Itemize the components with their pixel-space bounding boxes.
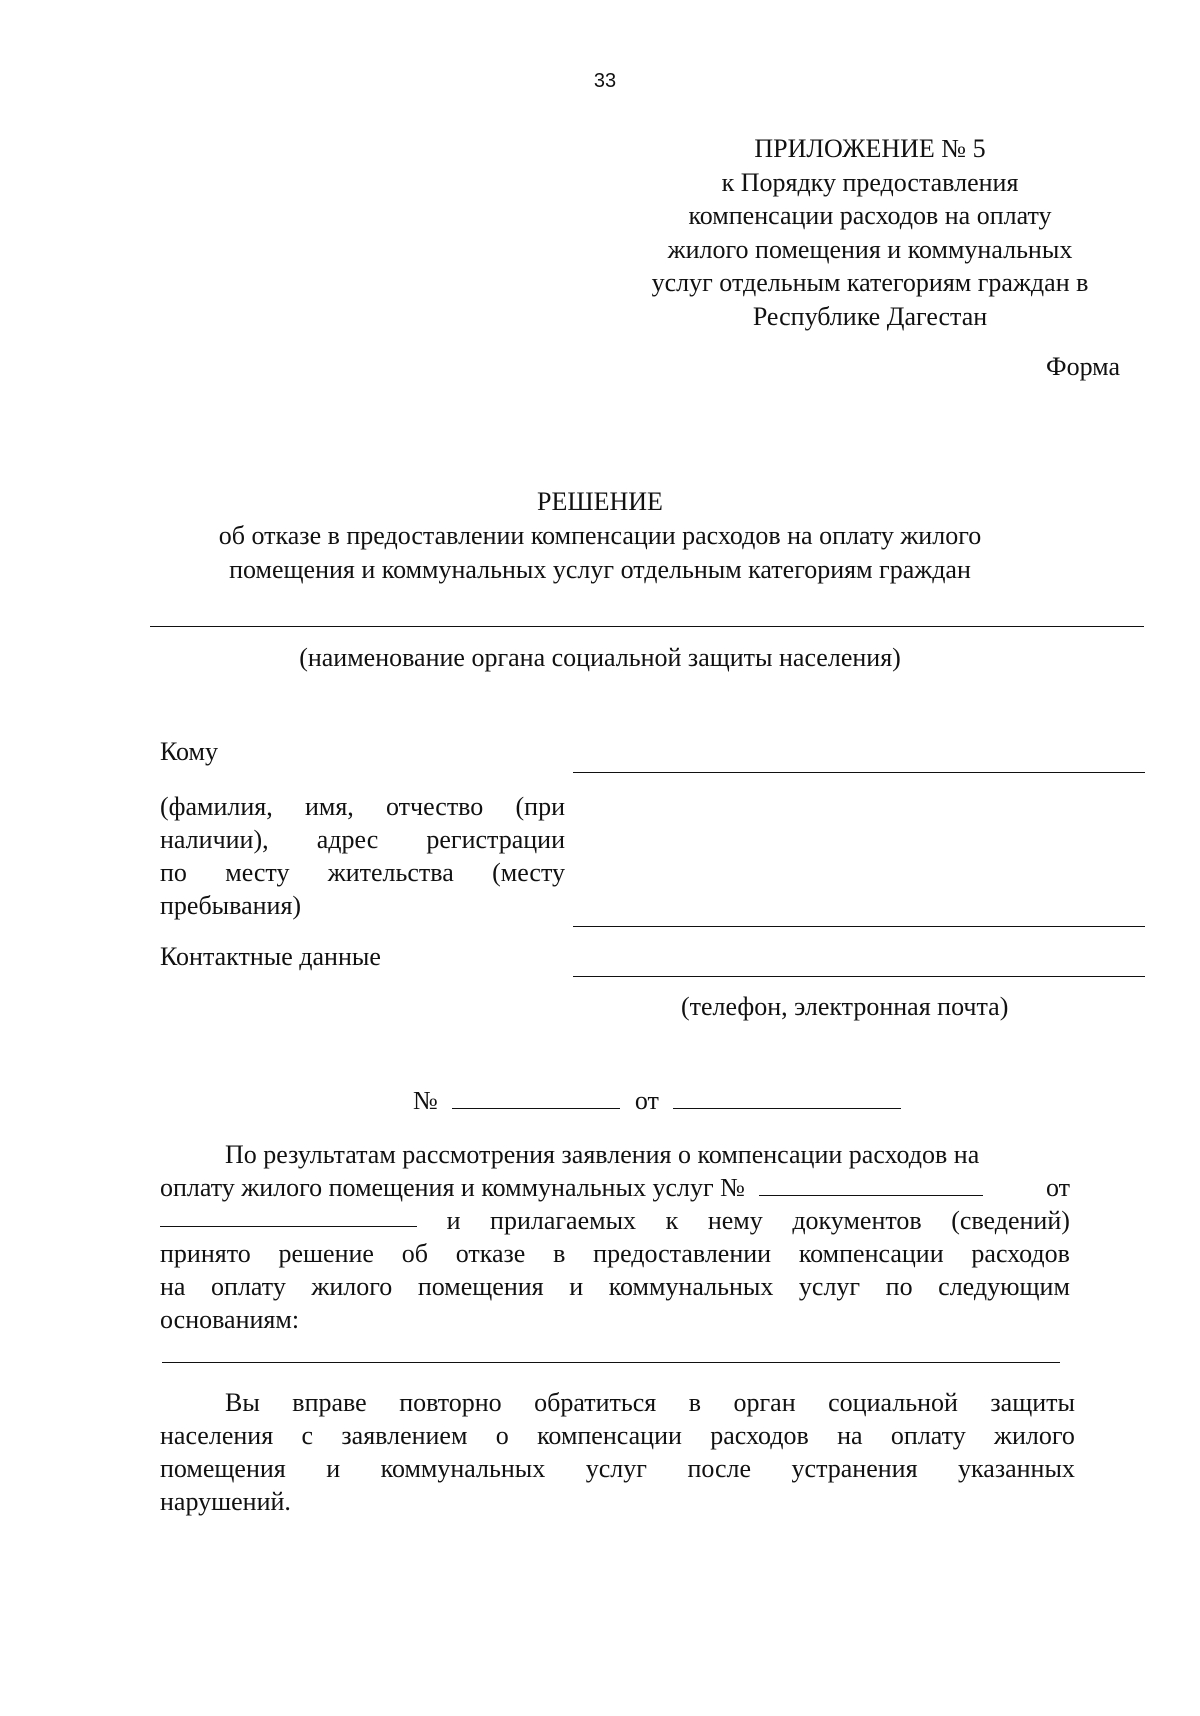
paragraph-row: По результатам рассмотрения заявления о компенсации расходов на — [225, 1140, 980, 1169]
from-word: от — [634, 1086, 659, 1115]
paragraph-row: и прилагаемых к нему документов (сведений) — [160, 1204, 1070, 1237]
decision-subtitle-line: об отказе в предоставлении компенсации расходов на оплату жилого — [218, 521, 982, 550]
form-label: Форма — [1046, 352, 1120, 381]
decision-subtitle-line: помещения и коммунальных услуг отдельным категориям граждан — [229, 555, 971, 584]
appendix-line: услуг отдельным категориям граждан в — [651, 268, 1089, 297]
page-number: 33 — [593, 70, 617, 92]
decision-paragraph — [160, 1138, 1070, 1336]
decision-title-block — [180, 485, 1020, 587]
appendix-line: жилого помещения и коммунальных — [667, 234, 1073, 264]
contacts-caption: (телефон, электронная почта) — [681, 992, 1009, 1021]
fio-line: по месту жительства (месту — [160, 858, 565, 887]
contacts-line — [573, 976, 1145, 977]
paragraph-row: Вы вправе повторно обратиться в орган социальной защиты — [225, 1388, 1075, 1417]
appendix-title: ПРИЛОЖЕНИЕ № 5 — [754, 134, 986, 163]
number-date-line — [413, 1086, 901, 1116]
contacts-label: Контактные данные — [160, 942, 381, 971]
paragraph-row: на оплату жилого помещения и коммунальных услуг по следующим — [160, 1272, 1070, 1301]
appendix-line: Республике Дагестан — [752, 301, 988, 331]
paragraph-row: основаниям: — [160, 1305, 300, 1334]
date-blank — [673, 1086, 901, 1109]
number-blank — [452, 1086, 620, 1109]
decision-title: РЕШЕНИЕ — [537, 487, 663, 516]
fio-description — [160, 790, 565, 922]
fio-line: наличии), адрес регистрации — [160, 825, 565, 854]
fio-line: пребывания) — [160, 891, 302, 920]
recipient-line — [573, 772, 1145, 773]
paragraph-row: оплату жилого помещения и коммунальных услуг № от — [160, 1173, 1070, 1202]
reapply-paragraph — [160, 1386, 1075, 1518]
application-number-blank — [759, 1173, 983, 1196]
grounds-line — [162, 1362, 1060, 1363]
to-label: Кому — [160, 737, 219, 766]
paragraph-row: населения с заявлением о компенсации расходов на оплату жилого — [160, 1421, 1075, 1450]
paragraph-row: принято решение об отказе в предоставлении компенсации расходов — [160, 1239, 1070, 1268]
appendix-header — [620, 132, 1120, 333]
paragraph-row: помещения и коммунальных услуг после устранения указанных — [160, 1454, 1075, 1483]
fio-address-line — [573, 926, 1145, 927]
fio-line: (фамилия, имя, отчество (при — [160, 792, 565, 821]
number-sign: № — [413, 1086, 438, 1115]
application-date-blank — [160, 1204, 417, 1227]
authority-caption: (наименование органа социальной защиты населения) — [299, 643, 901, 672]
appendix-line: компенсации расходов на оплату — [688, 201, 1052, 230]
paragraph-row: нарушений. — [160, 1487, 291, 1516]
appendix-line: к Порядку предоставления — [721, 167, 1019, 197]
authority-name-line — [150, 626, 1144, 627]
